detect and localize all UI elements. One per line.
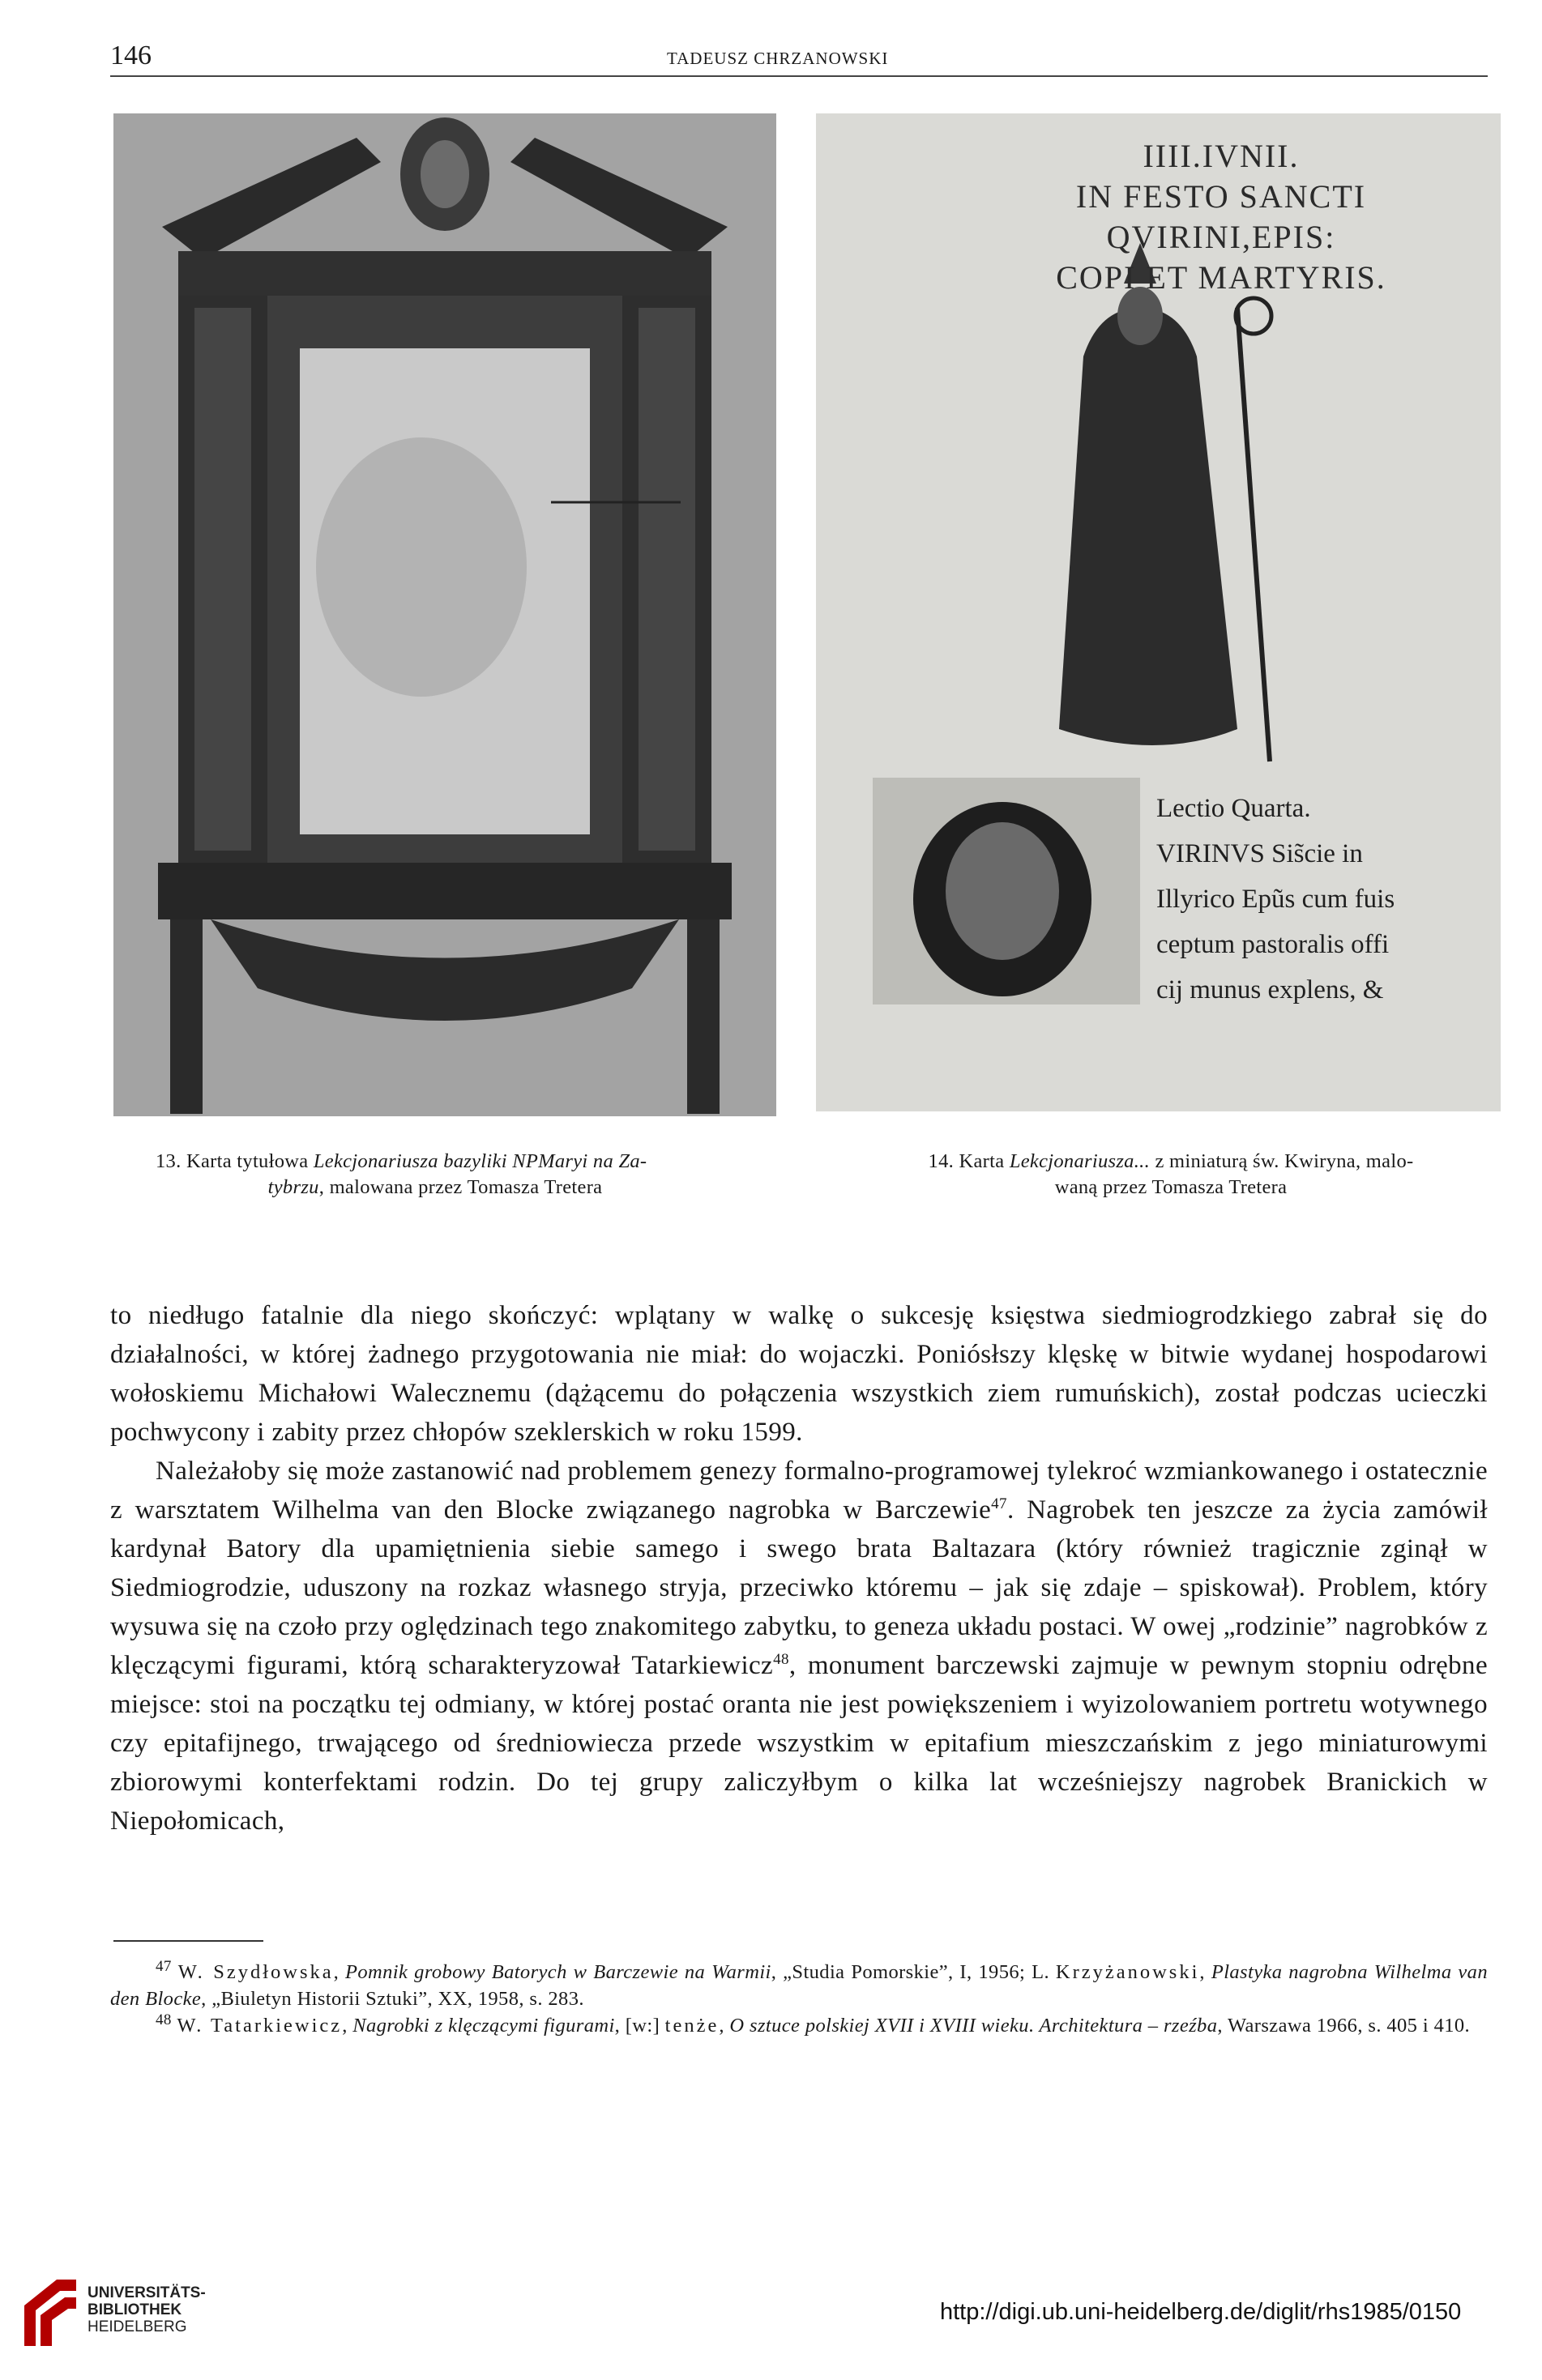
footnote-ref: 48 <box>773 1651 789 1668</box>
footnote-number: 48 <box>156 2011 172 2028</box>
footnote-text: , <box>1199 1961 1211 1983</box>
lectio-line: Illyrico Epũs cum fuis <box>1156 885 1395 914</box>
footnote-author: Krzyżanowski <box>1055 1961 1200 1983</box>
library-name <box>88 2284 206 2335</box>
footnote-number: 47 <box>156 1957 172 1975</box>
body-text <box>110 1296 1488 1840</box>
footnote-48 <box>110 2012 1488 2039</box>
source-url-link[interactable]: http://digi.ub.uni-heidelberg.de/diglit/rhs1985/0150 <box>940 2299 1462 2325</box>
footnote-rule <box>113 1940 263 1942</box>
caption-14-title: Lekcjonariusza... <box>1009 1150 1151 1172</box>
footnote-title: Nagrobki z klęczącymi figurami <box>352 2015 615 2037</box>
footnote-text: , „Biuletyn Historii Sztuki”, XX, 1958, s. 283. <box>201 1988 584 2010</box>
footnote-ref: 47 <box>991 1495 1007 1512</box>
footnote-text: , <box>342 2015 353 2037</box>
footnote-author: W. Szydłowska <box>177 1961 334 1983</box>
caption-14 <box>843 1149 1499 1201</box>
header-rule <box>110 75 1488 77</box>
library-name-line: BIBLIOTHEK <box>88 2301 182 2318</box>
lectio-line: Lectio Quarta. <box>1156 794 1311 823</box>
caption-14-number: 14. <box>928 1150 955 1172</box>
manuscript-heading <box>962 136 1480 298</box>
footnote-author: tenże <box>664 2015 720 2037</box>
ornate-frame-illustration <box>113 113 776 1116</box>
caption-14-text-cont: z miniaturą św. Kwiryna, malo- <box>1150 1150 1414 1172</box>
plate-13-frame-photo <box>113 113 776 1116</box>
page-number: 146 <box>110 41 152 70</box>
caption-13-title-cont: tybrzu <box>267 1176 319 1198</box>
footnote-text: , <box>719 2015 730 2037</box>
lectio-line: VIRINVS Sis̃cie in <box>1156 839 1363 868</box>
lectio-line: cij munus explens, & <box>1156 975 1384 1004</box>
footnote-text: , „Studia Pomorskie”, I, 1956; L. <box>771 1961 1056 1983</box>
footnote-author: W. Tatarkiewicz <box>177 2015 343 2037</box>
caption-13 <box>156 1149 771 1201</box>
paragraph-text: . Nagrobek ten jeszcze za życia zamówił kardynał Batory dla upamiętnienia siebie samego i swego brata Baltazara (który również tragicznie zginął w Siedmiogrodzie, uduszony na rozkaz własnego stryja, przeciwko któremu – jak się zdaje – spiskował). Problem, który wysuwa się na czoło przy oględzinach tego znakomitego zabytku, to geneza układu postaci. W owej „rodzinie” nagrobków z klęczącymi figurami, którą scharakteryzował Tatarkiewicz <box>110 1495 1489 1680</box>
library-logo-icon <box>18 2273 83 2350</box>
manuscript-heading-line: IN FESTO SANCTI QVIRINI,EPIS: <box>1075 178 1367 255</box>
caption-13-title: Lekcjonariusza bazyliki NPMaryi na Za- <box>313 1150 647 1172</box>
paragraph: to niedługo fatalnie dla niego skończyć: wplątany w walkę o sukcesję księstwa siedmiogrodzkiego zabrał się do działalności, w której żadnego przygotowania nie miał: do wojaczki. Poniósłszy klęskę w bitwie wydanej hospodarowi wołoskiemu Michałowi Walecznemu (dążącemu do połączenia wszystkich ziem rumuńskich), został podczas ucieczki pochwycony i zabity przez chłopów szeklerskich w roku 1599. <box>110 1301 1488 1447</box>
manuscript-heading-line: IIII.IVNII. <box>1143 138 1300 174</box>
plate-14-manuscript-photo <box>816 113 1501 1111</box>
caption-13-credit: , malowana przez Tomasza Tretera <box>318 1176 603 1198</box>
footnotes <box>110 1959 1488 2039</box>
caption-14-text: Karta <box>954 1150 1010 1172</box>
manuscript-lectio <box>1156 786 1497 1013</box>
caption-13-number: 13. <box>156 1150 182 1172</box>
footnote-text: , <box>333 1961 346 1983</box>
library-name-line: HEIDELBERG <box>88 2318 187 2335</box>
paragraph <box>110 1452 1488 1840</box>
paragraph-text: Należałoby się może zastanowić nad problemem genezy formalno-programowej tylekroć wzmiankowanego i ostatecznie z warsztatem Wilhelma van den Blocke związanego nagrobka w Barczewie <box>110 1457 1488 1525</box>
running-head: TADEUSZ CHRZANOWSKI <box>667 49 889 68</box>
caption-13-text: Karta tytułowa <box>181 1150 314 1172</box>
footnote-title: O sztuce polskiej XVII i XVIII wieku. Architektura – rzeźba <box>729 2015 1218 2037</box>
paragraph-text: , monument barczewski zajmuje w pewnym stopniu odrębne miejsce: stoi na początku tej odmiany, w której postać oranta nie jest powiększeniem i wyizolowaniem portretu wotywnego czy epitafijnego, trwającego od średniowiecza przede wszystkim w epitafium mieszczańskim z jego miniaturowymi zbiorowymi konterfektami rodzin. Do tej grupy zaliczyłbym o kilka lat wcześniejszy nagrobek Branickich w Niepołomicach, <box>110 1651 1489 1836</box>
footnote-47 <box>110 1959 1488 2012</box>
footnote-text: , [w:] <box>614 2015 665 2037</box>
caption-14-credit: waną przez Tomasza Tretera <box>1054 1176 1288 1198</box>
lectio-line: ceptum pastoralis offi <box>1156 930 1390 959</box>
manuscript-heading-line: COPI ET MARTYRIS. <box>1056 259 1386 296</box>
footnote-title: Plastyka nagrobna Wilhelma van den Blocke <box>110 1961 1488 2010</box>
library-name-line: UNIVERSITÄTS- <box>88 2284 206 2301</box>
footnote-title: Pomnik grobowy Batorych w Barczewie na Warmii <box>345 1961 771 1983</box>
footnote-text: , Warszawa 1966, s. 405 i 410. <box>1217 2015 1471 2037</box>
